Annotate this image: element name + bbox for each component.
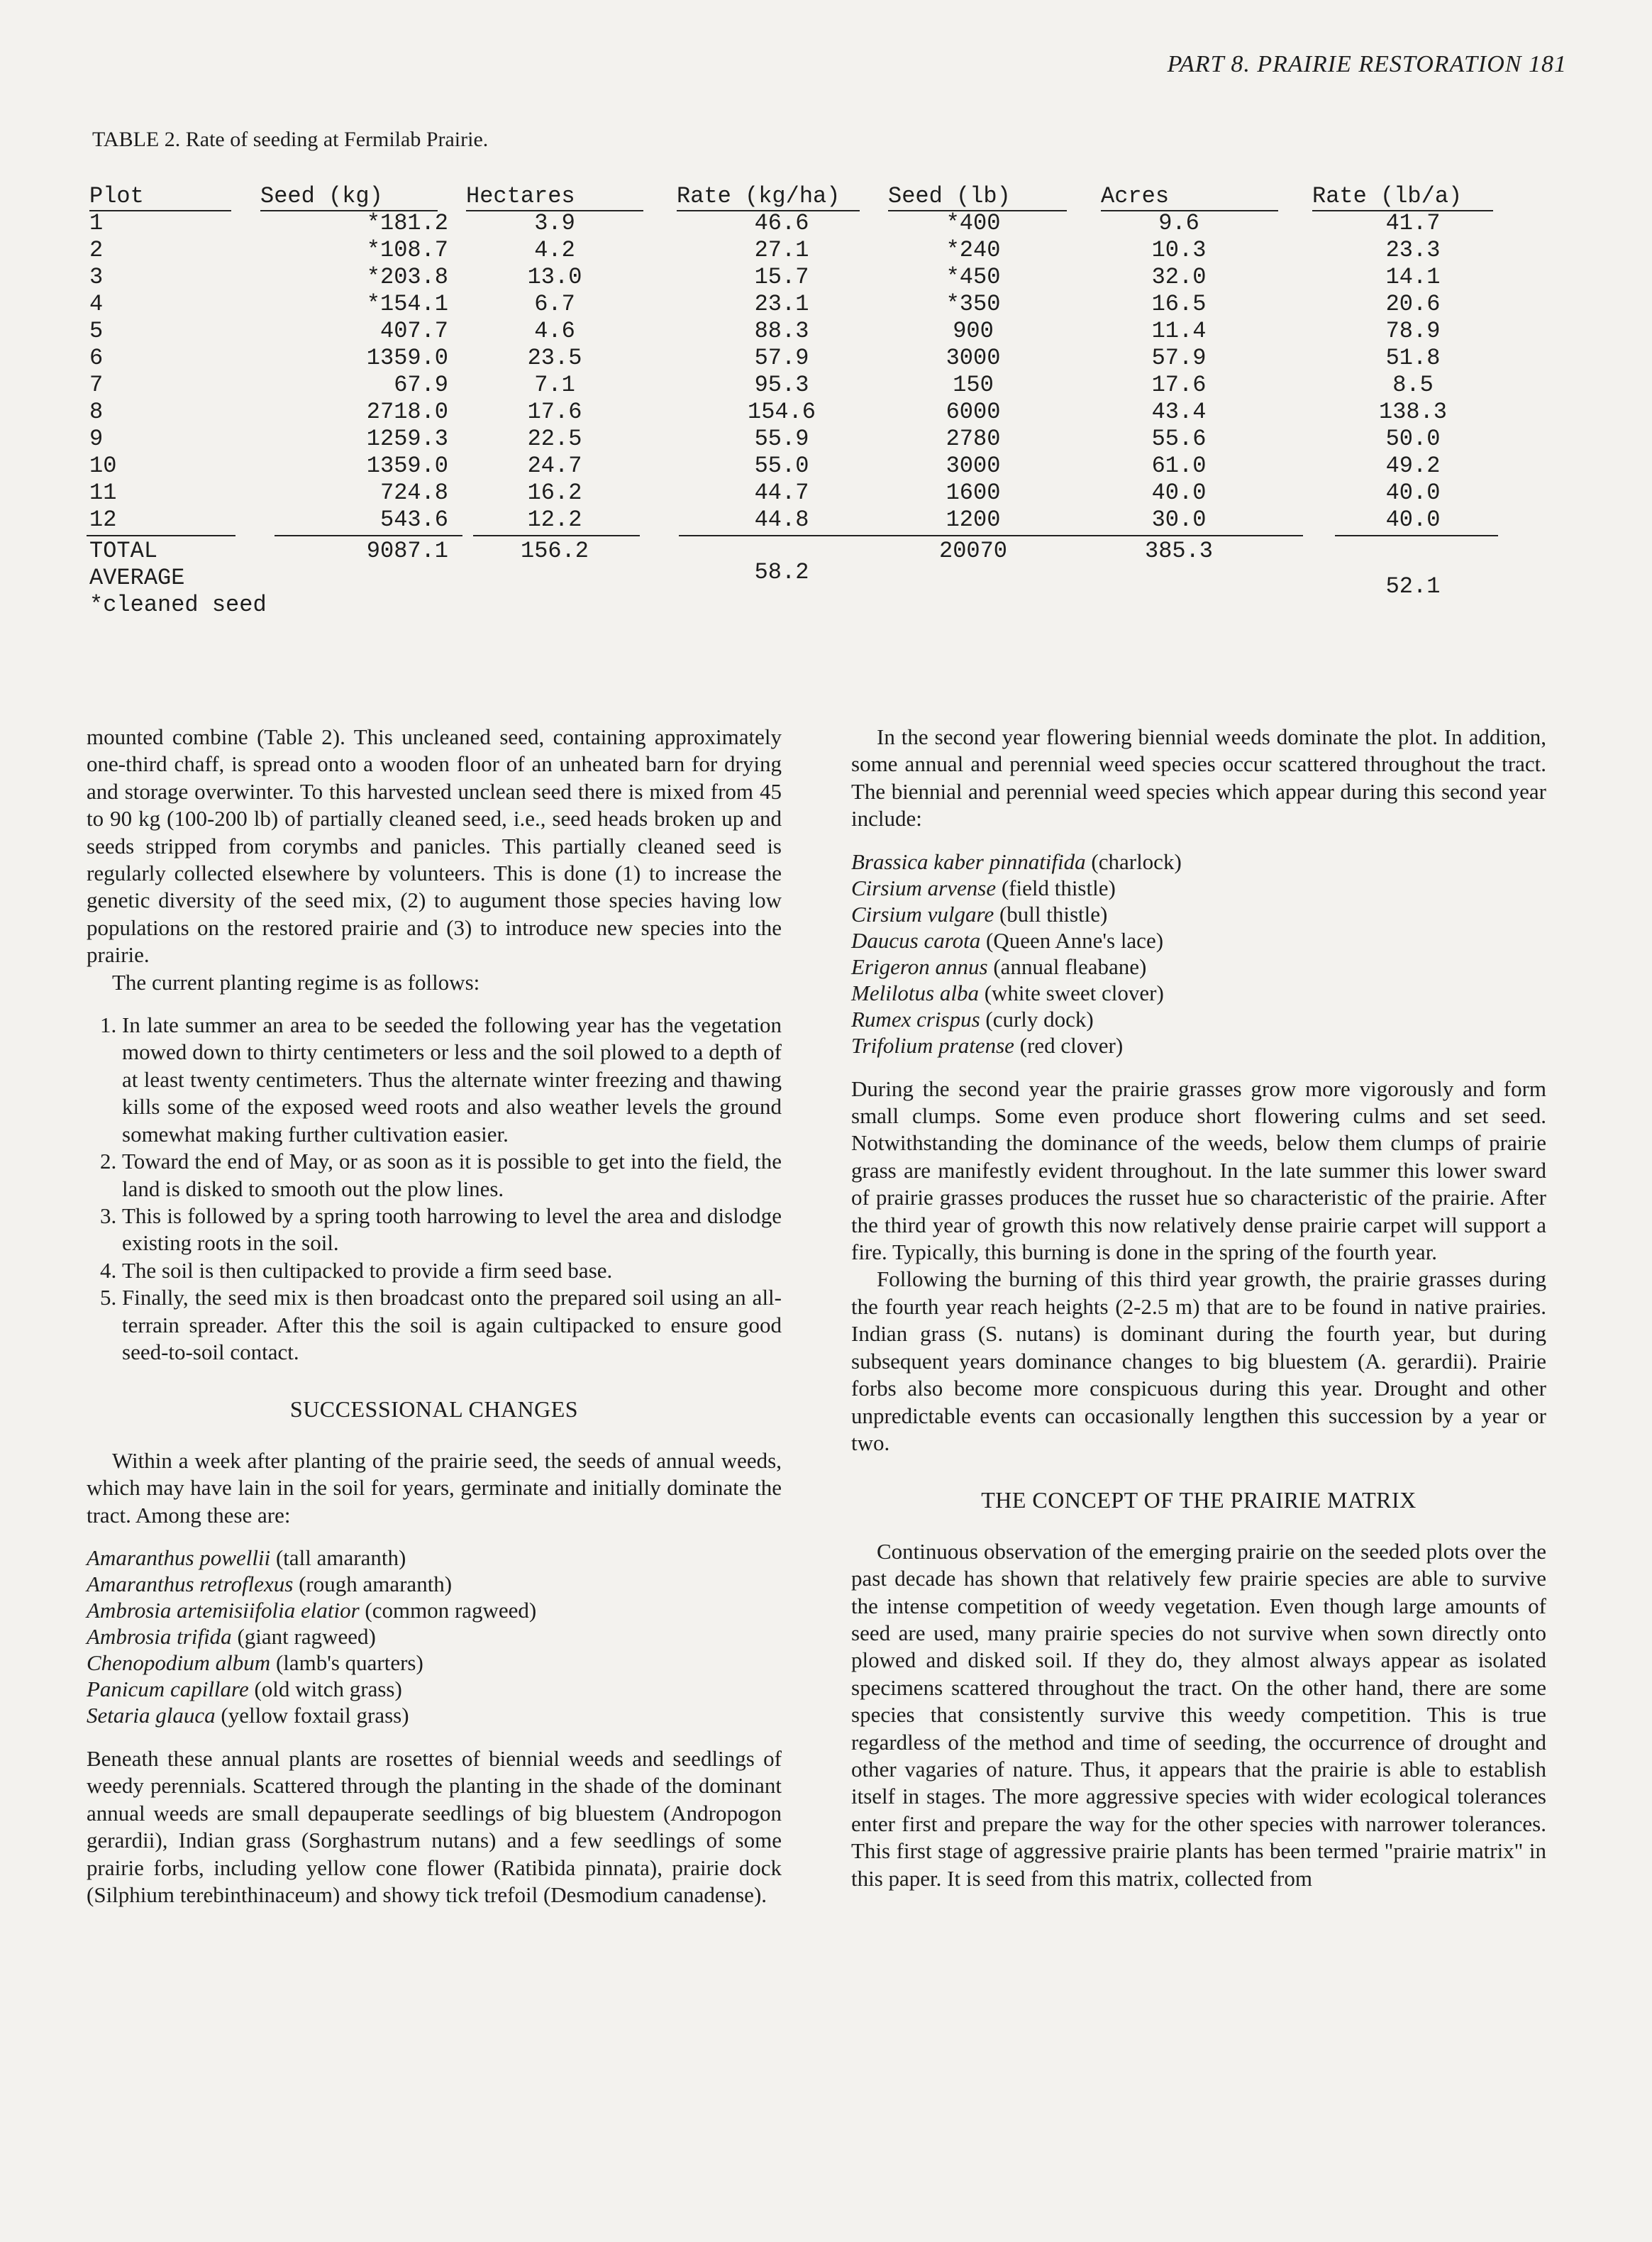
species-item — [851, 927, 1546, 954]
table-row — [87, 372, 1569, 399]
species-latin-name: Amaranthus retroflexus — [87, 1571, 294, 1596]
table-row — [87, 210, 1569, 237]
cell-plot: 11 — [89, 480, 117, 506]
cell-seed-lb: 1200 — [946, 507, 1001, 533]
paragraph: The current planting regime is as follows: — [112, 969, 480, 995]
table-caption: TABLE 2. Rate of seeding at Fermilab Prairie. — [92, 128, 489, 151]
species-latin-name: Cirsium arvense — [851, 875, 997, 900]
total-hectares: 156.2 — [520, 538, 589, 564]
table-footnote-row — [87, 592, 1569, 619]
cell-rate-lb: 8.5 — [1392, 372, 1434, 398]
biennial-weeds-list — [851, 849, 1546, 1059]
cell-seed-kg: 1359.0 — [366, 453, 448, 479]
species-item — [851, 980, 1546, 1006]
table-row — [87, 318, 1569, 345]
cell-rate-lb: 78.9 — [1385, 318, 1441, 344]
species-latin-name: Setaria glauca — [87, 1702, 216, 1728]
cell-hectares: 16.2 — [527, 480, 582, 506]
species-latin-name: Trifolium pratense — [851, 1032, 1014, 1058]
cell-seed-kg: *108.7 — [366, 237, 448, 263]
table-row — [87, 453, 1569, 480]
table-body — [87, 210, 1569, 534]
species-item — [851, 1006, 1546, 1032]
species-latin-name: Chenopodium album — [87, 1650, 271, 1675]
species-latin-name: Panicum capillare — [87, 1676, 249, 1701]
seeding-table — [87, 183, 1569, 619]
cell-hectares: 23.5 — [527, 345, 582, 371]
cell-rate-kg: 44.7 — [754, 480, 809, 506]
cell-hectares: 7.1 — [534, 372, 575, 398]
table-row — [87, 291, 1569, 318]
cell-seed-lb: 2780 — [946, 426, 1001, 452]
species-common-name: (white sweet clover) — [984, 980, 1164, 1005]
cell-seed-kg: 1359.0 — [366, 345, 448, 371]
average-rate-kg: 58.2 — [754, 559, 809, 585]
paragraph: Within a week after planting of the prairie seed, the seeds of annual weeds, which may have lain in the soil for years, germinate and initially dominate the tract. Among these are: — [87, 1447, 782, 1528]
total-acres: 385.3 — [1144, 538, 1213, 564]
step-item: 4. The soil is then cultipacked to provide a firm seed base. — [122, 1257, 782, 1284]
section-heading: SUCCESSIONAL CHANGES — [289, 1396, 579, 1423]
cell-rate-kg: 55.9 — [754, 426, 809, 452]
cell-rate-kg: 55.0 — [754, 453, 809, 479]
species-latin-name: Daucus carota — [851, 927, 981, 953]
species-common-name: (field thistle) — [1001, 875, 1116, 900]
cell-rate-kg: 15.7 — [754, 264, 809, 290]
cell-seed-kg: 67.9 — [394, 372, 448, 398]
table-row — [87, 426, 1569, 453]
step-item: 1. In late summer an area to be seeded the following year has the vegetation mowed down to thirty centimeters or less and the soil plowed to a depth of at least twenty centimeters. Thus the alternate winter freezing and thawing kills some of the exposed weed roots and also weather levels the ground somewhat making further cultivation easier. — [122, 1012, 782, 1148]
species-item — [851, 1032, 1546, 1059]
cell-acres: 57.9 — [1151, 345, 1207, 371]
table-header-row — [87, 183, 1569, 210]
cell-acres: 10.3 — [1151, 237, 1207, 263]
species-common-name: (Queen Anne's lace) — [986, 927, 1164, 953]
cell-seed-kg: 543.6 — [379, 507, 448, 533]
running-header: PART 8. PRAIRIE RESTORATION 181 — [1167, 51, 1567, 77]
paragraph: Beneath these annual plants are rosettes of biennial weeds and seedlings of weedy perennials. Scattered through the planting in the shade of the dominant annual weeds are small depauperate seedlings of big bluestem (Andropogon gerardii), Indian grass (Sorghastrum nutans) and a few seedlings of some prairie forbs, including yellow cone flower (Ratibida pinnata), prairie dock (Silphium terebinthinaceum) and showy tick trefoil (Desmodium canadense). — [87, 1745, 782, 1907]
paragraph: Continuous observation of the emerging prairie on the seeded plots over the past decade has shown that relatively few prairie species are able to survive the intense competition of weedy vegetation. Even though large amounts of seed are used, many prairie species do not survive when sown directly onto plowed and disked soil. If they do, they almost always appear as isolated specimens scattered throughout the tract. On the other hand, there are some species that consistently survive this weedy competition. This is true regardless of the method and time of seeding, the occurrence of drought and other vagaries of nature. Thus, it appears that the prairie is able to establish itself in stages. The more aggressive species with wider ecological tolerances enter first and prepare the way for the other species with narrower tolerances. This first stage of aggressive prairie plants has been termed "prairie matrix" in this paper. It is seed from this matrix, collected from — [851, 1538, 1546, 1891]
cell-acres: 9.6 — [1158, 210, 1199, 236]
species-item — [851, 875, 1546, 901]
cell-acres: 43.4 — [1151, 399, 1207, 425]
species-latin-name: Brassica kaber pinnatifida — [851, 849, 1086, 874]
cell-rate-kg: 44.8 — [754, 507, 809, 533]
species-common-name: (annual fleabane) — [993, 954, 1147, 979]
cell-hectares: 6.7 — [534, 291, 575, 317]
cell-rate-kg: 154.6 — [747, 399, 816, 425]
species-latin-name: Ambrosia trifida — [87, 1623, 232, 1649]
species-item — [87, 1676, 782, 1702]
cell-acres: 40.0 — [1151, 480, 1207, 506]
cell-rate-lb: 40.0 — [1385, 507, 1441, 533]
cell-acres: 17.6 — [1151, 372, 1207, 398]
cell-rate-lb: 20.6 — [1385, 291, 1441, 317]
species-common-name: (red clover) — [1019, 1032, 1124, 1058]
cell-seed-kg: 724.8 — [379, 480, 448, 506]
cell-hectares: 3.9 — [534, 210, 575, 236]
cell-acres: 11.4 — [1151, 318, 1207, 344]
species-latin-name: Cirsium vulgare — [851, 901, 994, 927]
cell-seed-kg: 1259.3 — [366, 426, 448, 452]
cell-seed-kg: *154.1 — [366, 291, 448, 317]
paragraph: Following the burning of this third year growth, the prairie grasses during the fourth year reach heights (2-2.5 m) that are to be found in native prairies. Indian grass (S. nutans) is dominant during the fourth year, but during subsequent years dominance changes to big bluestem (A. gerardii). Prairie forbs also become more conspicuous during this year. Drought and other unpredictable events can occasionally lengthen this succession by a year or two. — [851, 1266, 1546, 1455]
species-latin-name: Erigeron annus — [851, 954, 988, 979]
cell-seed-lb: 900 — [953, 318, 994, 344]
table-rule — [87, 535, 235, 536]
cell-acres: 32.0 — [1151, 264, 1207, 290]
average-rate-lb: 52.1 — [1385, 573, 1441, 600]
cell-seed-lb: *400 — [946, 210, 1001, 236]
cell-seed-lb: *350 — [946, 291, 1001, 317]
cell-acres: 30.0 — [1151, 507, 1207, 533]
cell-seed-kg: 2718.0 — [366, 399, 448, 425]
species-latin-name: Rumex crispus — [851, 1006, 980, 1032]
species-common-name: (charlock) — [1091, 849, 1182, 874]
col-header-plot: Plot — [89, 183, 231, 211]
cell-seed-kg: *203.8 — [366, 264, 448, 290]
total-seed-lb: 20070 — [938, 538, 1007, 564]
table-footnote: *cleaned seed — [89, 592, 267, 618]
species-common-name: (curly dock) — [985, 1006, 1094, 1032]
table-row — [87, 480, 1569, 507]
species-item — [87, 1571, 782, 1597]
cell-plot: 9 — [89, 426, 104, 452]
total-label: TOTAL — [89, 538, 158, 564]
cell-seed-lb: 6000 — [946, 399, 1001, 425]
cell-rate-kg: 95.3 — [754, 372, 809, 398]
cell-plot: 5 — [89, 318, 104, 344]
species-common-name: (rough amaranth) — [299, 1571, 453, 1596]
cell-plot: 6 — [89, 345, 104, 371]
cell-hectares: 4.2 — [534, 237, 575, 263]
cell-plot: 10 — [89, 453, 117, 479]
species-latin-name: Amaranthus powellii — [87, 1545, 271, 1570]
cell-rate-lb: 51.8 — [1385, 345, 1441, 371]
cell-rate-lb: 49.2 — [1385, 453, 1441, 479]
left-column — [87, 724, 782, 1909]
cell-plot: 4 — [89, 291, 104, 317]
cell-hectares: 4.6 — [534, 318, 575, 344]
cell-hectares: 12.2 — [527, 507, 582, 533]
cell-rate-lb: 50.0 — [1385, 426, 1441, 452]
total-seed-kg: 9087.1 — [366, 538, 448, 564]
planting-steps — [87, 1012, 782, 1366]
table-row — [87, 237, 1569, 264]
step-item: 5. Finally, the seed mix is then broadcast onto the prepared soil using an all-terrain spreader. After this the soil is again cultipacked to ensure good seed-to-soil contact. — [122, 1284, 782, 1366]
table-rule — [473, 535, 640, 536]
cell-plot: 3 — [89, 264, 104, 290]
species-item — [87, 1702, 782, 1728]
table-rule — [1108, 535, 1292, 536]
species-common-name: (bull thistle) — [999, 901, 1108, 927]
section-heading: THE CONCEPT OF THE PRAIRIE MATRIX — [981, 1487, 1417, 1513]
species-common-name: (common ragweed) — [365, 1597, 537, 1623]
cell-hectares: 24.7 — [527, 453, 582, 479]
table-row — [87, 345, 1569, 372]
paragraph: During the second year the prairie grasses grow more vigorously and form small clumps. Some even produce short flowering culms and set seed. Notwithstanding the dominance of the weeds, below them clumps of prairie grass are manifestly evident throughout. In the late summer this lower sward of prairie grasses produces the russet hue so characteristic of the prairie. After the third year of growth this now relatively dense prairie carpet will support a fire. Typically, this burning is done in the spring of the fourth year. — [851, 1076, 1546, 1265]
species-item — [851, 954, 1546, 980]
species-common-name: (lamb's quarters) — [275, 1650, 423, 1675]
species-item — [851, 901, 1546, 927]
cell-hectares: 17.6 — [527, 399, 582, 425]
table-average-row — [87, 559, 1569, 600]
cell-rate-lb: 40.0 — [1385, 480, 1441, 506]
paragraph: In the second year flowering biennial weeds dominate the plot. In addition, some annual and perennial weed species occur scattered throughout the tract. The biennial and perennial weed species which appear during this second year include: — [851, 724, 1546, 832]
cell-seed-lb: 3000 — [946, 453, 1001, 479]
cell-rate-kg: 23.1 — [754, 291, 809, 317]
cell-plot: 2 — [89, 237, 104, 263]
species-latin-name: Ambrosia artemisiifolia elatior — [87, 1597, 360, 1623]
table-row — [87, 507, 1569, 534]
cell-rate-kg: 88.3 — [754, 318, 809, 344]
cell-seed-lb: *240 — [946, 237, 1001, 263]
table-rule — [1335, 535, 1498, 536]
right-column — [851, 724, 1546, 1892]
cell-hectares: 13.0 — [527, 264, 582, 290]
species-item — [87, 1650, 782, 1676]
step-item: 3. This is followed by a spring tooth harrowing to level the area and dislodge existing roots in the soil. — [122, 1203, 782, 1257]
species-common-name: (tall amaranth) — [275, 1545, 406, 1570]
table-row — [87, 399, 1569, 426]
average-label: AVERAGE — [89, 565, 185, 591]
table-row — [87, 264, 1569, 291]
step-item: 2. Toward the end of May, or as soon as it is possible to get into the field, the land is disked to smooth out the plow lines. — [122, 1148, 782, 1203]
col-header-seed-lb: Seed (lb) — [888, 183, 1067, 211]
cell-rate-kg: 46.6 — [754, 210, 809, 236]
cell-seed-lb: 150 — [953, 372, 994, 398]
cell-acres: 16.5 — [1151, 291, 1207, 317]
cell-hectares: 22.5 — [527, 426, 582, 452]
cell-plot: 7 — [89, 372, 104, 398]
species-item — [87, 1545, 782, 1571]
cell-plot: 1 — [89, 210, 104, 236]
species-common-name: (giant ragweed) — [237, 1623, 376, 1649]
cell-plot: 12 — [89, 507, 117, 533]
col-header-hectares: Hectares — [466, 183, 643, 211]
species-latin-name: Melilotus alba — [851, 980, 979, 1005]
cell-plot: 8 — [89, 399, 104, 425]
paragraph: mounted combine (Table 2). This uncleaned seed, containing approximately one-third chaff, is spread onto a wooden floor of an unheated barn for drying and storage overwinter. To this harvested unclean seed there is mixed from 45 to 90 kg (100-200 lb) of partially cleaned seed, i.e., seed heads broken up and seeds stripped from corymbs and panicles. This partially cleaned seed is regularly collected elsewhere by volunteers. This is done (1) to increase the genetic diversity of the seed mix, (2) to augument those species having low populations on the restored prairie and (3) to introduce new species into the prairie. — [87, 724, 782, 968]
col-header-rate-lb: Rate (lb/a) — [1312, 183, 1493, 211]
cell-acres: 55.6 — [1151, 426, 1207, 452]
cell-seed-lb: 3000 — [946, 345, 1001, 371]
cell-acres: 61.0 — [1151, 453, 1207, 479]
cell-rate-lb: 23.3 — [1385, 237, 1441, 263]
cell-seed-lb: 1600 — [946, 480, 1001, 506]
cell-rate-kg: 27.1 — [754, 237, 809, 263]
cell-rate-lb: 138.3 — [1378, 399, 1447, 425]
species-common-name: (yellow foxtail grass) — [221, 1702, 409, 1728]
annual-weeds-list — [87, 1545, 782, 1728]
species-common-name: (old witch grass) — [254, 1676, 402, 1701]
cell-seed-kg: 407.7 — [379, 318, 448, 344]
species-item — [851, 849, 1546, 875]
table-rule — [275, 535, 462, 536]
cell-rate-lb: 41.7 — [1385, 210, 1441, 236]
col-header-rate-kg: Rate (kg/ha) — [677, 183, 860, 211]
cell-seed-lb: *450 — [946, 264, 1001, 290]
cell-rate-kg: 57.9 — [754, 345, 809, 371]
cell-rate-lb: 14.1 — [1385, 264, 1441, 290]
species-item — [87, 1597, 782, 1623]
species-item — [87, 1623, 782, 1650]
col-header-seed-kg: Seed (kg) — [260, 183, 438, 211]
cell-seed-kg: *181.2 — [366, 210, 448, 236]
col-header-acres: Acres — [1101, 183, 1278, 211]
